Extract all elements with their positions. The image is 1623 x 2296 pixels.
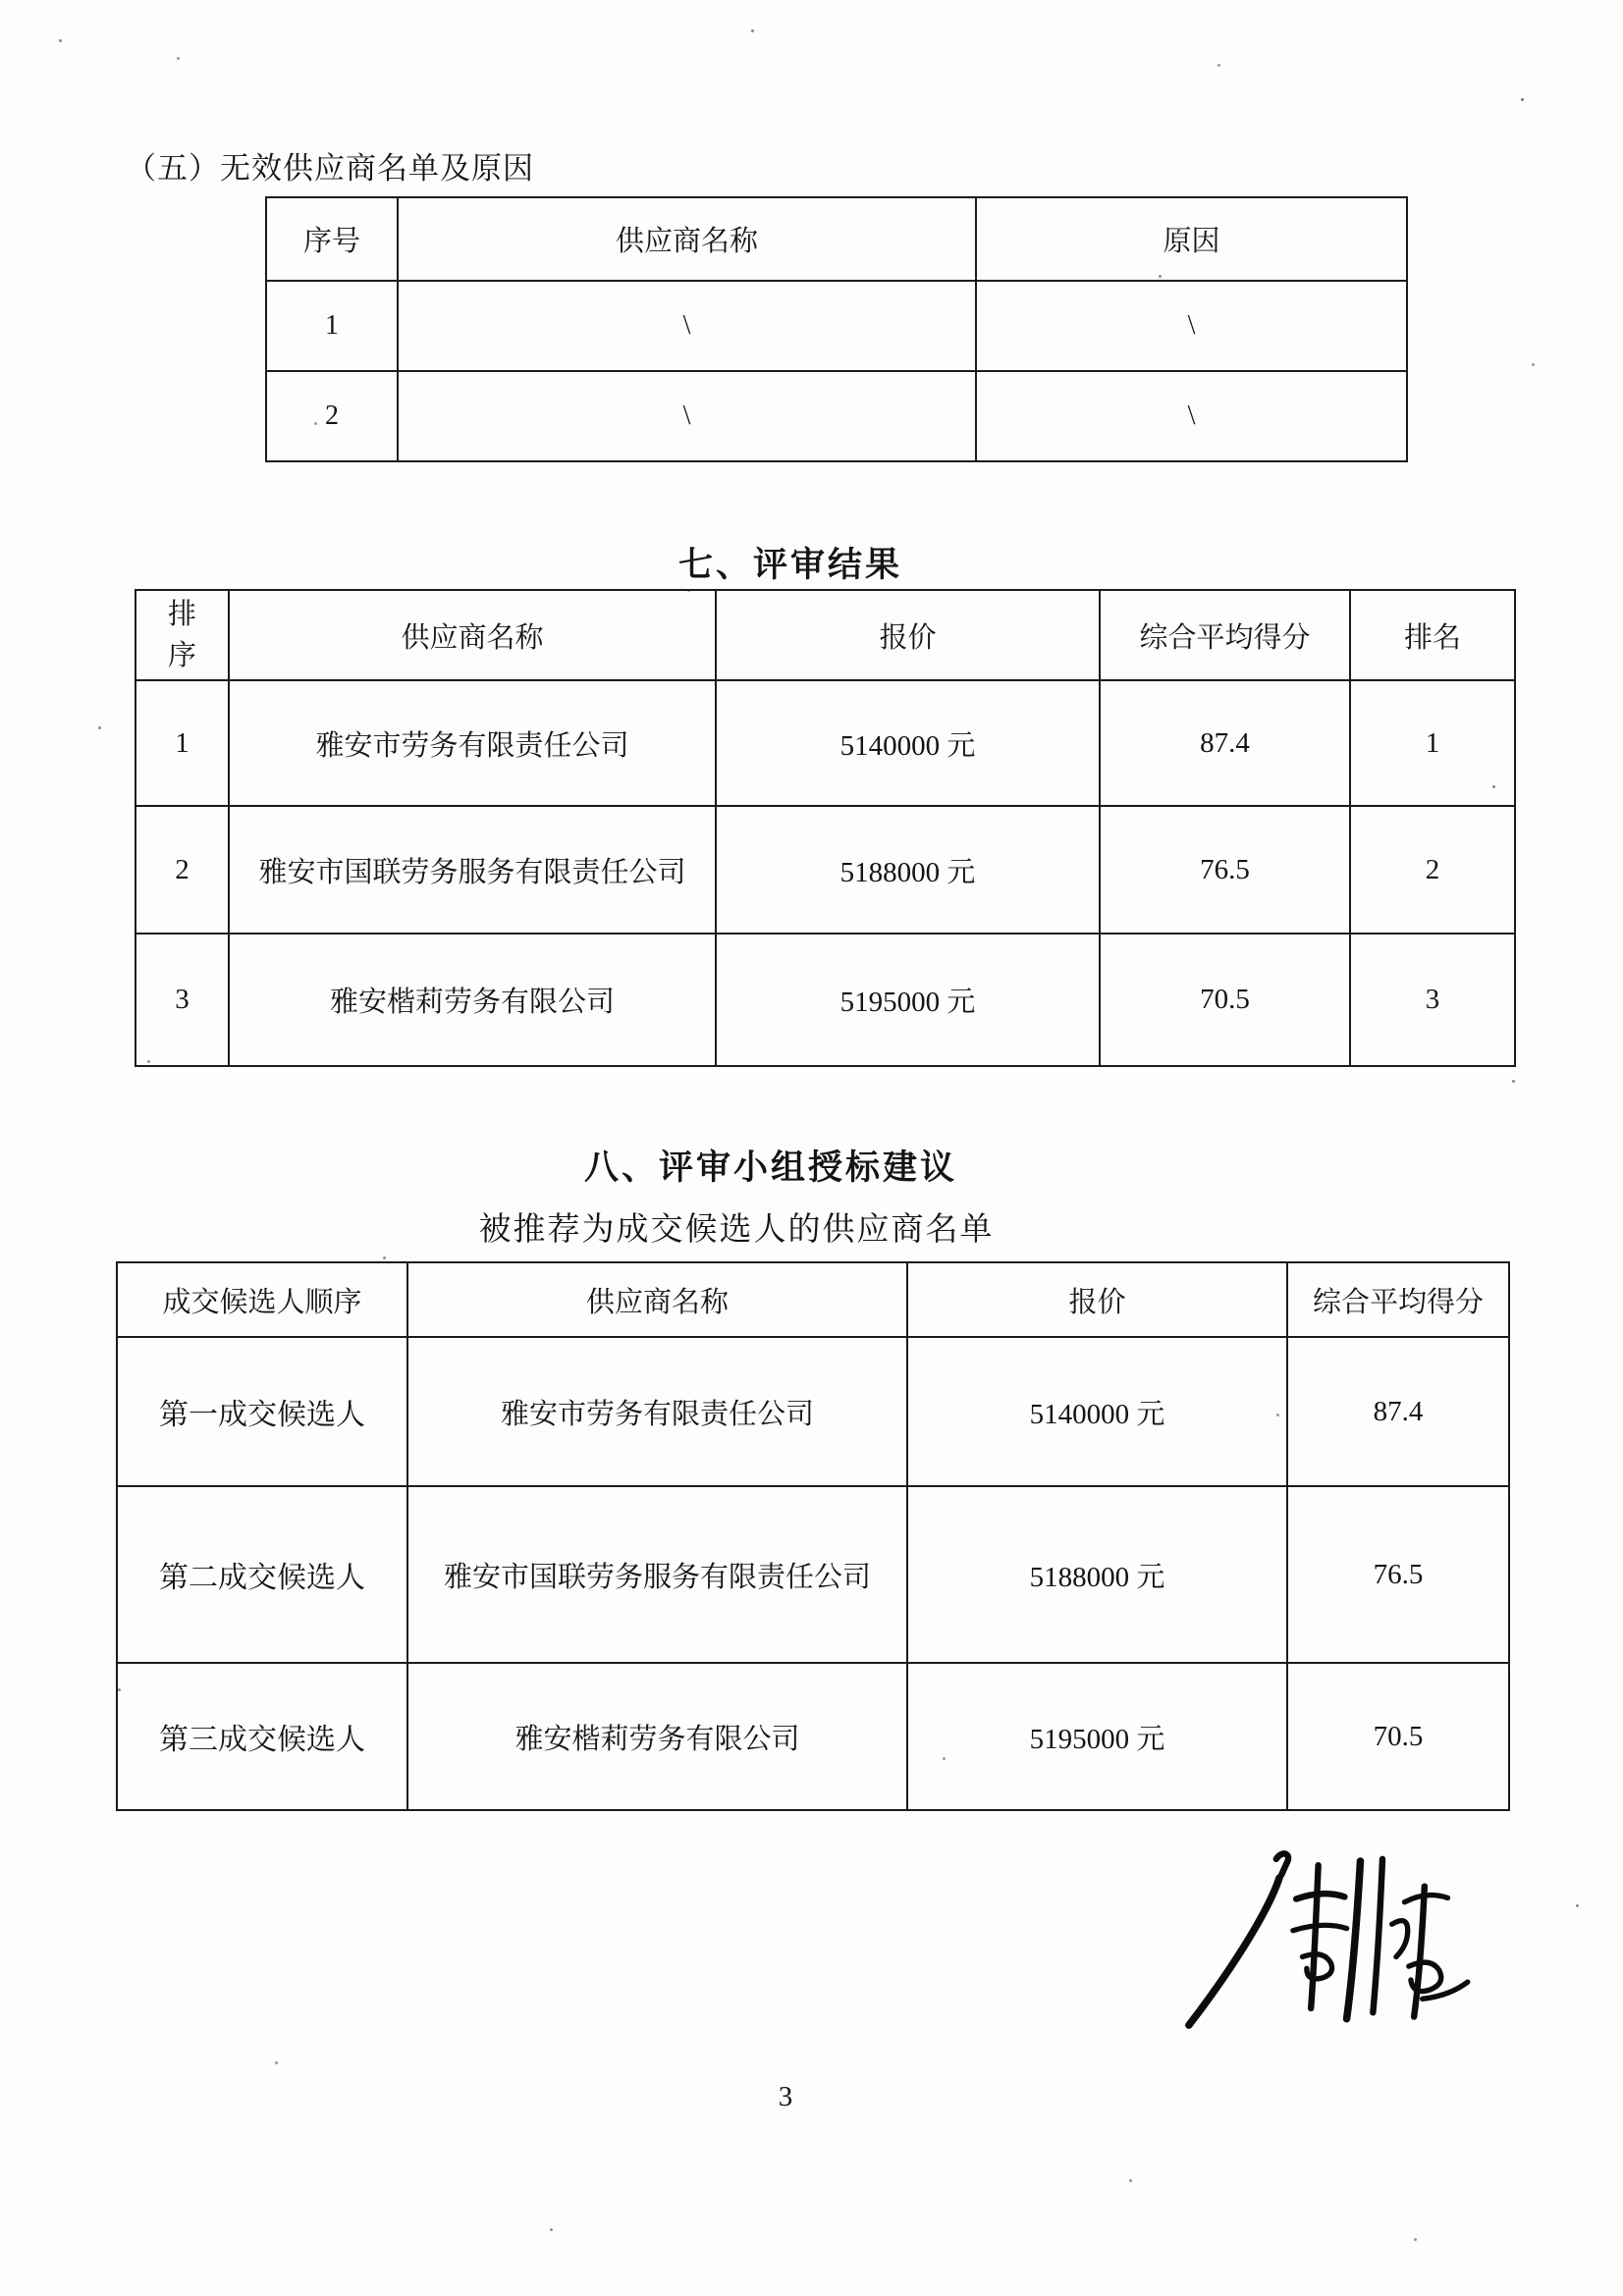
cell-average-score: 70.5 xyxy=(1100,934,1350,1066)
cell-price: 5188000 元 xyxy=(716,806,1100,934)
table-row xyxy=(266,371,1407,461)
cell-average-score: 87.4 xyxy=(1287,1337,1509,1486)
cell-rank: 1 xyxy=(1350,680,1515,806)
cell-average-score: 87.4 xyxy=(1100,680,1350,806)
table-row xyxy=(117,1663,1509,1810)
cell-order: 2 xyxy=(135,806,229,934)
table-row xyxy=(266,281,1407,371)
section8-subtitle: 被推荐为成交候选人的供应商名单 xyxy=(478,1212,995,1248)
table-row xyxy=(117,1337,1509,1486)
header-reason: 原因 xyxy=(976,197,1407,281)
header-index: 序号 xyxy=(266,197,398,281)
cell-supplier: \ xyxy=(398,281,976,371)
cell-price: 5140000 元 xyxy=(907,1337,1287,1486)
table-header-row xyxy=(117,1262,1509,1337)
cell-rank: 2 xyxy=(1350,806,1515,934)
cell-average-score: 76.5 xyxy=(1287,1486,1509,1663)
cell-price: 5188000 元 xyxy=(907,1486,1287,1663)
cell-order: 3 xyxy=(135,934,229,1066)
header-average-score: 综合平均得分 xyxy=(1287,1262,1509,1337)
cell-price: 5140000 元 xyxy=(716,680,1100,806)
cell-average-score: 70.5 xyxy=(1287,1663,1509,1810)
cell-reason: \ xyxy=(976,281,1407,371)
cell-index: 1 xyxy=(266,281,398,371)
cell-index: 2 xyxy=(266,371,398,461)
cell-price: 5195000 元 xyxy=(907,1663,1287,1810)
evaluation-results-table xyxy=(135,589,1516,1067)
cell-supplier: 雅安市劳务有限责任公司 xyxy=(229,680,716,806)
cell-candidate-order: 第二成交候选人 xyxy=(117,1486,407,1663)
cell-rank: 3 xyxy=(1350,934,1515,1066)
table-row xyxy=(135,680,1515,806)
header-supplier-name: 供应商名称 xyxy=(407,1262,907,1337)
section7-title: 七、评审结果 xyxy=(677,546,902,584)
cell-supplier: 雅安市劳务有限责任公司 xyxy=(407,1337,907,1486)
header-order xyxy=(135,590,229,680)
table-row xyxy=(135,806,1515,934)
header-price: 报价 xyxy=(716,590,1100,680)
table-row xyxy=(117,1486,1509,1663)
scan-noise xyxy=(59,39,62,42)
header-rank: 排名 xyxy=(1350,590,1515,680)
cell-supplier: \ xyxy=(398,371,976,461)
table-header-row xyxy=(266,197,1407,281)
cell-supplier: 雅安市国联劳务服务有限责任公司 xyxy=(229,806,716,934)
cell-candidate-order: 第一成交候选人 xyxy=(117,1337,407,1486)
award-candidates-table xyxy=(116,1261,1510,1811)
header-supplier-name: 供应商名称 xyxy=(398,197,976,281)
cell-reason: \ xyxy=(976,371,1407,461)
page-number: 3 xyxy=(778,2081,793,2112)
invalid-suppliers-table xyxy=(265,196,1408,462)
cell-candidate-order: 第三成交候选人 xyxy=(117,1663,407,1810)
cell-supplier: 雅安市国联劳务服务有限责任公司 xyxy=(407,1486,907,1663)
handwritten-signature xyxy=(1176,1849,1471,2036)
header-candidate-order: 成交候选人顺序 xyxy=(117,1262,407,1337)
cell-supplier: 雅安楷莉劳务有限公司 xyxy=(229,934,716,1066)
table-header-row xyxy=(135,590,1515,680)
section8-title: 八、评审小组授标建议 xyxy=(583,1148,957,1187)
header-supplier-name: 供应商名称 xyxy=(229,590,716,680)
cell-average-score: 76.5 xyxy=(1100,806,1350,934)
section5-heading: （五）无效供应商名单及原因 xyxy=(126,151,534,186)
cell-supplier: 雅安楷莉劳务有限公司 xyxy=(407,1663,907,1810)
header-order-label: 排序 xyxy=(167,598,196,671)
table-row xyxy=(135,934,1515,1066)
header-price: 报价 xyxy=(907,1262,1287,1337)
cell-price: 5195000 元 xyxy=(716,934,1100,1066)
header-average-score: 综合平均得分 xyxy=(1100,590,1350,680)
cell-order: 1 xyxy=(135,680,229,806)
